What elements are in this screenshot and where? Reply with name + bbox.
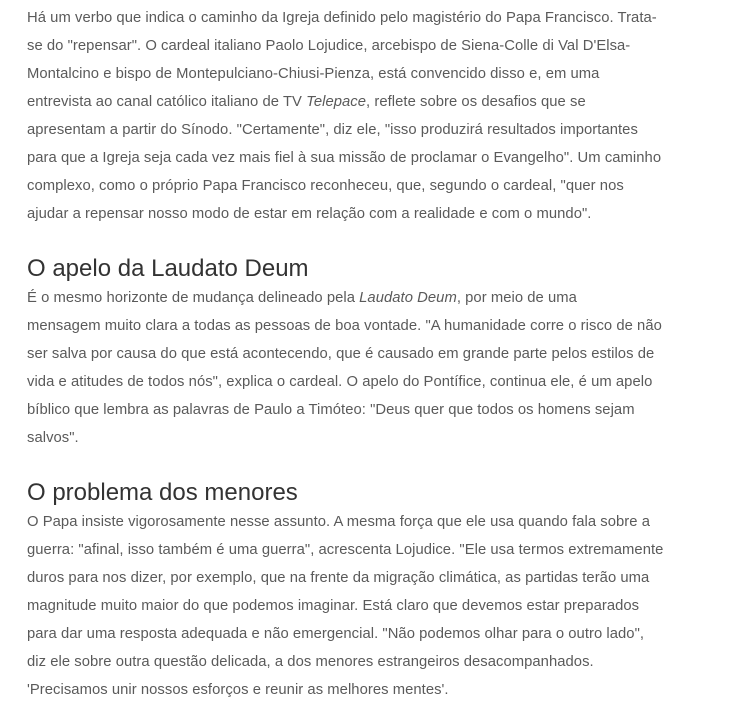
article-body [27, 4, 719, 704]
text-line: se do "repensar". O cardeal italiano Paolo Lojudice, arcebispo de Siena-Colle di Val D'Elsa- [27, 38, 631, 54]
laudato-deum-emphasis: Laudato Deum [359, 290, 457, 306]
text-line: duros para nos dizer, por exemplo, que na frente da migração climática, as partidas terão uma [27, 570, 650, 586]
text-line: complexo, como o próprio Papa Francisco reconheceu, que, segundo o cardeal, "quer nos [27, 178, 624, 194]
menores-paragraph [27, 508, 719, 704]
text-segment: , por meio de uma [456, 290, 577, 306]
text-line: para dar uma resposta adequada e não emergencial. "Não podemos olhar para o outro lado", [27, 626, 645, 642]
text-line: guerra: "afinal, isso também é uma guerra", acrescenta Lojudice. "Ele usa termos extremamente [27, 542, 664, 558]
text-segment: , reflete sobre os desafios que se [366, 94, 586, 110]
telepace-emphasis: Telepace [306, 94, 367, 110]
text-line: para que a Igreja seja cada vez mais fiel à sua missão de proclamar o Evangelho". Um caminho [27, 150, 662, 166]
text-line: diz ele sobre outra questão delicada, a dos menores estrangeiros desacompanhados. [27, 654, 594, 670]
section-heading-laudato-deum: O apelo da Laudato Deum [27, 255, 309, 282]
laudato-deum-paragraph [27, 284, 719, 452]
text-line: bíblico que lembra as palavras de Paulo a Timóteo: "Deus quer que todos os homens sejam [27, 402, 635, 418]
text-line: mensagem muito clara a todas as pessoas de boa vontade. "A humanidade corre o risco de não [27, 318, 662, 334]
text-line: O Papa insiste vigorosamente nesse assunto. A mesma força que ele usa quando fala sobre a [27, 514, 651, 530]
text-line: vida e atitudes de todos nós", explica o cardeal. O apelo do Pontífice, continua ele, é um apelo [27, 374, 653, 390]
text-line: Há um verbo que indica o caminho da Igreja definido pelo magistério do Papa Francisco. Trata- [27, 10, 657, 26]
text-segment: É o mesmo horizonte de mudança delineado pela [27, 290, 360, 306]
spacer [27, 452, 719, 478]
section-heading-menores: O problema dos menores [27, 479, 298, 506]
text-line: salvos". [27, 430, 79, 446]
text-line [27, 88, 719, 116]
text-line: 'Precisamos unir nossos esforços e reunir as melhores mentes'. [27, 682, 449, 698]
text-line [27, 284, 719, 312]
text-segment: entrevista ao canal católico italiano de TV [27, 94, 307, 110]
text-line: ser salva por causa do que está acontecendo, que é causado em grande parte pelos estilos de [27, 346, 655, 362]
text-line: apresentam a partir do Sínodo. "Certamente", diz ele, "isso produzirá resultados importantes [27, 122, 638, 138]
spacer [27, 228, 719, 254]
intro-paragraph [27, 4, 719, 228]
text-line: Montalcino e bispo de Montepulciano-Chiusi-Pienza, está convencido disso e, em uma [27, 66, 600, 82]
text-line: magnitude muito maior do que podemos imaginar. Está claro que devemos estar preparados [27, 598, 640, 614]
text-line: ajudar a repensar nosso modo de estar em relação com a realidade e com o mundo". [27, 206, 592, 222]
